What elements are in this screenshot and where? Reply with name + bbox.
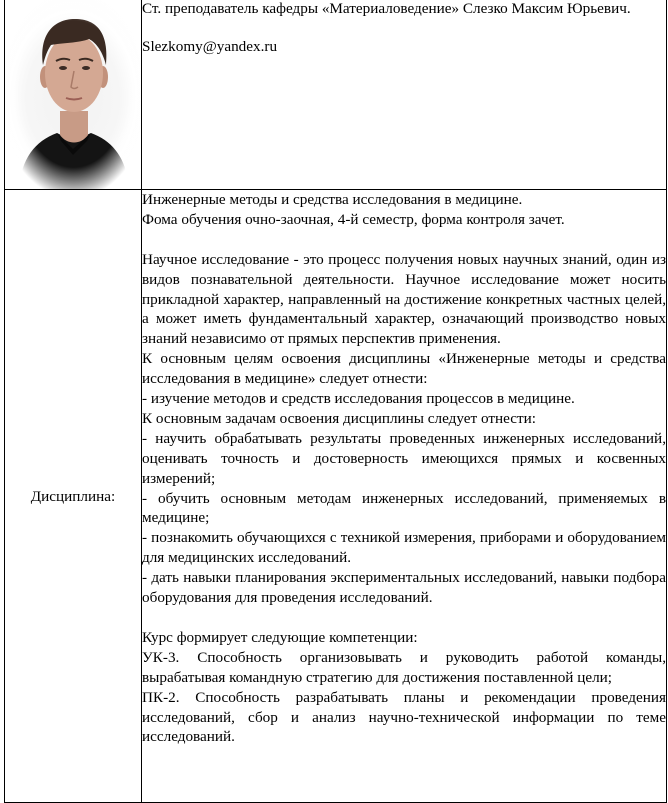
task-item: - познакомить обучающихся с техникой измерения, приборами и оборудованием для медицинских исследований. <box>142 529 666 567</box>
competency-item: УК-3. Способность организовывать и руководить работой команды, вырабатывая командную стратегию для достижения поставленной цели; <box>142 648 666 686</box>
discipline-label: Дисциплина: <box>30 487 116 505</box>
task-item: - дать навыки планирования экспериментальных исследований, навыки подбора оборудования для проведения исследований. <box>142 569 666 607</box>
course-info-table <box>4 0 667 803</box>
person-portrait-icon <box>5 0 142 189</box>
goals-heading: К основным целям освоения дисциплины «Инженерные методы и средства исследования в медицине» следует отнести: <box>142 350 666 388</box>
teacher-name: Ст. преподаватель кафедры «Материаловедение» Слезко Максим Юрьевич. <box>142 0 631 17</box>
discipline-intro: Научное исследование - это процесс получения новых научных знаний, один из видов познавательной деятельности. Научное исследование может носить прикладной характер, направленный на достижение конкретных частных целей, а может иметь фундаментальный характер, означающий производство новых знаний независимо от прямых перспектив применения. <box>142 250 666 348</box>
goal-item: - изучение методов и средств исследования процессов в медицине. <box>142 390 575 408</box>
discipline-label-cell <box>5 190 142 803</box>
discipline-title: Инженерные методы и средства исследования в медицине. <box>142 191 523 208</box>
teacher-row <box>5 0 667 190</box>
task-item: - научить обрабатывать результаты проведенных инженерных исследований, оценивать точность и достоверность имеющихся прямых и косвенных измерений; <box>142 429 666 487</box>
discipline-content-cell <box>142 190 667 803</box>
competencies-heading: Курс формирует следующие компетенции: <box>142 628 418 646</box>
task-item: - обучить основным методам инженерных исследований, применяемых в медицине; <box>142 489 666 527</box>
teacher-photo-cell <box>5 0 142 190</box>
competency-item: ПК-2. Способность разрабатывать планы и рекомендации проведения исследований, сбор и анализ научно-технической информации по теме исследований. <box>142 688 666 746</box>
teacher-info-cell <box>142 0 667 190</box>
discipline-row <box>5 190 667 803</box>
tasks-heading: К основным задачам освоения дисциплины следует отнести: <box>142 409 536 427</box>
teacher-email: Slezkomy@yandex.ru <box>142 38 278 55</box>
discipline-form: Фома обучения очно-заочная, 4-й семестр, форма контроля зачет. <box>142 210 565 228</box>
